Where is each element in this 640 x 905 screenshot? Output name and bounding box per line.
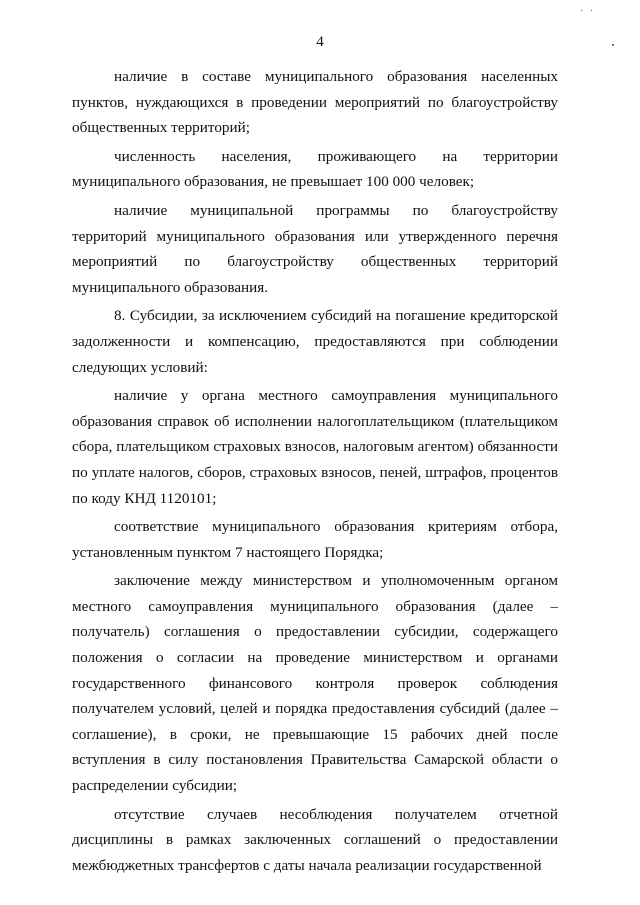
paragraph-population: численность населения, проживающего на территории муниципального образования, не превышает 100 000 человек;: [72, 147, 558, 191]
corner-dots: · ·: [580, 6, 596, 17]
paragraph-municipal-program: наличие муниципальной программы по благоустройству территорий муниципального образования или утвержденного перечня мероприятий по благоустройству общественных территорий муниципального образования.: [72, 201, 558, 296]
paragraph-tax-certificates: наличие у органа местного самоуправления муниципального образования справок об исполнении налогоплательщиком (плательщиком сбора, плательщиком страховых взносов, налоговым агентом) обязанности по уплате налогов, сборов, страховых взносов, пеней, штрафов, процентов по коду КНД 1120101;: [72, 387, 558, 507]
page-number: 4: [316, 34, 324, 50]
paragraph-agreement: заключение между министерством и уполномоченным органом местного самоуправления муниципального образования (далее – получатель) соглашения о предоставлении субсидии, содержащего положения о согласии на проведение министерством и органами государственного финансового контроля проверок соблюдения получателем условий, целей и порядка предоставления субсидий (далее – соглашение), в сроки, не превышающие 15 рабочих дней после вступления в силу постановления Правительства Самарской области о распределении субсидии;: [72, 572, 558, 795]
paragraph-settlements: наличие в составе муниципального образования населенных пунктов, нуждающихся в проведении мероприятий по благоустройству общественных территорий;: [72, 68, 558, 137]
paragraph-item-8: 8. Субсидии, за исключением субсидий на погашение кредиторской задолженности и компенсацию, предоставляются при соблюдении следующих условий:: [72, 307, 558, 376]
paragraph-criteria: соответствие муниципального образования критериям отбора, установленным пунктом 7 настоящего Порядка;: [72, 518, 558, 561]
paragraph-reporting-discipline: отсутствие случаев несоблюдения получателем отчетной дисциплины в рамках заключенных соглашений о предоставлении межбюджетных трансфертов с даты начала реализации государственной: [72, 805, 558, 874]
document-body: [72, 64, 558, 881]
